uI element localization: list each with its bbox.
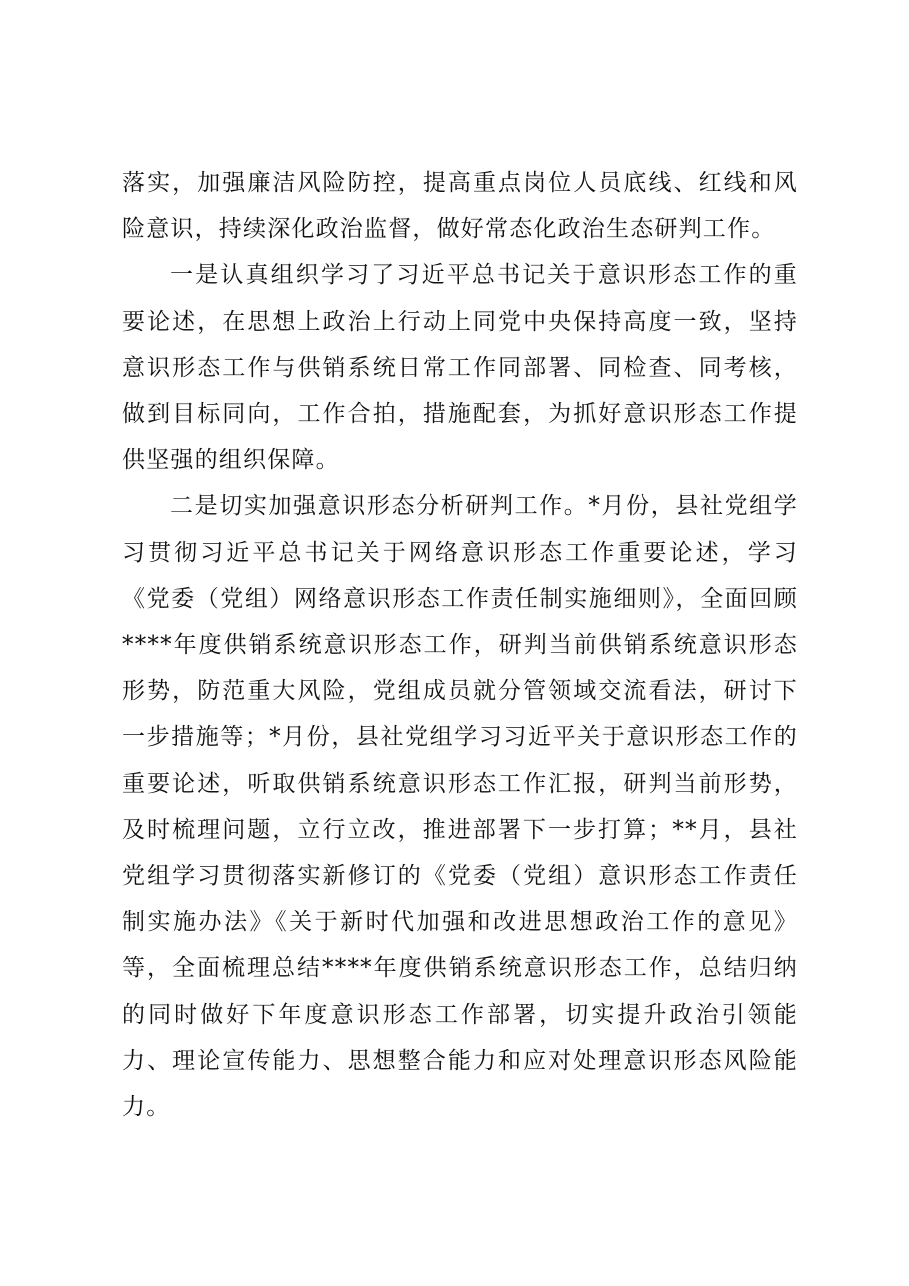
paragraph-point-one: 一是认真组织学习了习近平总书记关于意识形态工作的重要论述，在思想上政治上行动上同党中央保持高度一致，坚持意识形态工作与供销系统日常工作同部署、同检查、同考核，做到目标同向，工作合拍，措施配套，为抓好意识形态工作提供坚强的组织保障。 <box>122 262 798 474</box>
paragraph-point-two: 二是切实加强意识形态分析研判工作。*月份，县社党组学习贯彻习近平总书记关于网络意识形态工作重要论述，学习《党委（党组）网络意识形态工作责任制实施细则》，全面回顾****年度供销系统意识形态工作，研判当前供销系统意识形态形势，防范重大风险，党组成员就分管领域交流看法，研讨下一步措施等；*月份，县社党组学习习近平关于意识形态工作的重要论述，听取供销系统意识形态工作汇报，研判当前形势，及时梳理问题，立行立改，推进部署下一步打算；**月，县社党组学习贯彻落实新修订的《党委（党组）意识形态工作责任制实施办法》《关于新时代加强和改进思想政治工作的意见》等，全面梳理总结****年度供销系统意识形态工作，总结归纳的同时做好下年度意识形态工作部署，切实提升政治引领能力、理论宣传能力、思想整合能力和应对处理意识形态风险能力。 <box>122 493 798 1121</box>
document-body <box>122 160 798 1130</box>
paragraph-continuation: 落实，加强廉洁风险防控，提高重点岗位人员底线、红线和风险意识，持续深化政治监督，做好常态化政治生态研判工作。 <box>122 170 798 243</box>
